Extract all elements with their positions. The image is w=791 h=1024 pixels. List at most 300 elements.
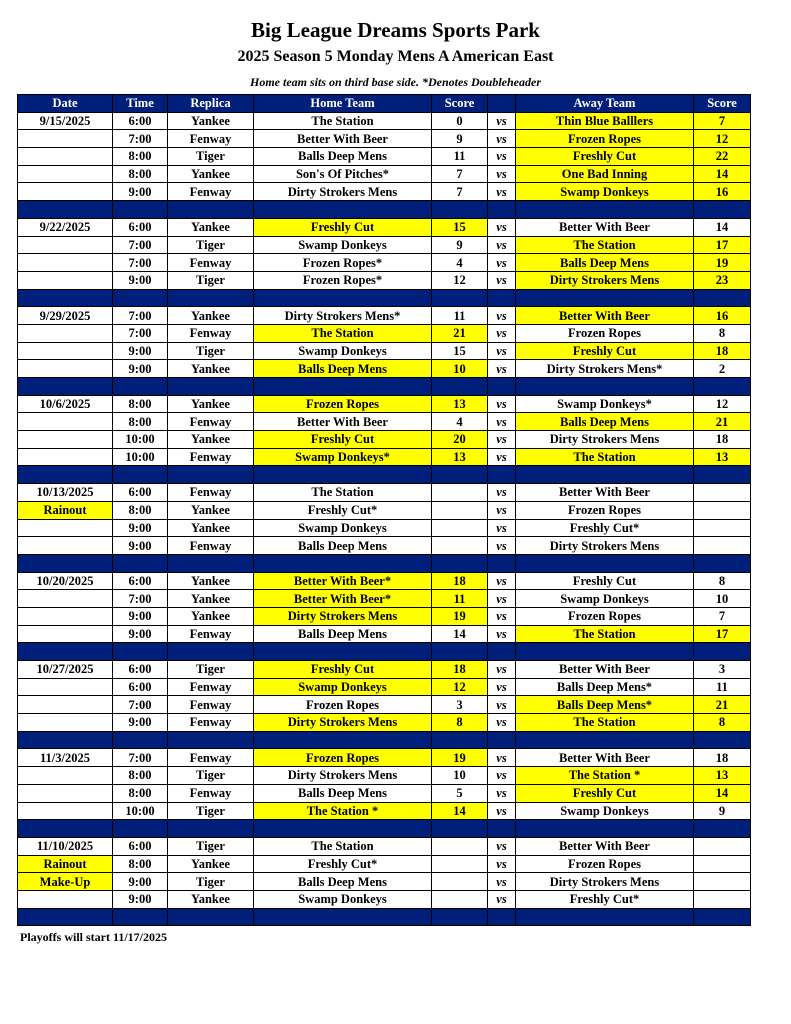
home-team: Swamp Donkeys	[254, 236, 432, 254]
away-team: Freshly Cut	[516, 148, 694, 166]
home-team: Dirty Strokers Mens	[254, 607, 432, 625]
game-replica: Yankee	[168, 165, 254, 183]
game-date: 9/29/2025	[18, 307, 113, 325]
separator-cell	[516, 378, 694, 396]
home-score: 0	[432, 112, 488, 130]
game-row	[18, 607, 751, 625]
away-team: Frozen Ropes	[516, 607, 694, 625]
game-replica: Yankee	[168, 855, 254, 873]
game-row	[18, 112, 751, 130]
separator-cell	[18, 820, 113, 838]
away-score	[694, 890, 751, 908]
separator-cell	[432, 554, 488, 572]
vs-label: vs	[488, 307, 516, 325]
home-score: 7	[432, 183, 488, 201]
away-score: 14	[694, 165, 751, 183]
separator-cell	[168, 554, 254, 572]
away-team: Freshly Cut	[516, 784, 694, 802]
vs-label: vs	[488, 749, 516, 767]
separator-cell	[254, 731, 432, 749]
vs-label: vs	[488, 661, 516, 679]
away-score: 3	[694, 661, 751, 679]
home-score: 20	[432, 431, 488, 449]
home-score: 9	[432, 236, 488, 254]
home-team: Frozen Ropes*	[254, 254, 432, 272]
date-cell-empty	[18, 254, 113, 272]
date-cell-empty	[18, 519, 113, 537]
separator-cell	[488, 378, 516, 396]
game-row	[18, 360, 751, 378]
game-row	[18, 590, 751, 608]
separator-cell	[694, 201, 751, 219]
separator-cell	[516, 820, 694, 838]
game-time: 9:00	[113, 625, 168, 643]
game-replica: Yankee	[168, 519, 254, 537]
game-replica: Fenway	[168, 678, 254, 696]
home-team: Balls Deep Mens	[254, 873, 432, 891]
separator-cell	[516, 643, 694, 661]
home-score: 12	[432, 678, 488, 696]
separator-cell	[694, 554, 751, 572]
away-score: 14	[694, 784, 751, 802]
game-time: 8:00	[113, 413, 168, 431]
schedule-table	[17, 94, 751, 926]
game-replica: Tiger	[168, 802, 254, 820]
away-team: Dirty Strokers Mens	[516, 537, 694, 555]
home-score: 14	[432, 625, 488, 643]
game-replica: Fenway	[168, 696, 254, 714]
game-replica: Yankee	[168, 112, 254, 130]
game-time: 8:00	[113, 855, 168, 873]
week-separator-row	[18, 554, 751, 572]
vs-label: vs	[488, 413, 516, 431]
week-separator-row	[18, 908, 751, 926]
home-team: Swamp Donkeys	[254, 890, 432, 908]
separator-cell	[488, 908, 516, 926]
separator-cell	[694, 289, 751, 307]
vs-label: vs	[488, 537, 516, 555]
date-cell-empty	[18, 360, 113, 378]
game-replica: Yankee	[168, 218, 254, 236]
date-cell-empty	[18, 696, 113, 714]
vs-label: vs	[488, 236, 516, 254]
game-time: 9:00	[113, 360, 168, 378]
vs-label: vs	[488, 625, 516, 643]
home-score	[432, 873, 488, 891]
home-team: Freshly Cut	[254, 431, 432, 449]
game-row	[18, 572, 751, 590]
game-time: 6:00	[113, 661, 168, 679]
home-team: Dirty Strokers Mens	[254, 714, 432, 732]
home-score: 14	[432, 802, 488, 820]
home-team: Swamp Donkeys	[254, 519, 432, 537]
separator-cell	[113, 908, 168, 926]
vs-label: vs	[488, 501, 516, 519]
home-team: Son's Of Pitches*	[254, 165, 432, 183]
home-score: 12	[432, 271, 488, 289]
game-replica: Yankee	[168, 890, 254, 908]
game-row	[18, 271, 751, 289]
game-replica: Fenway	[168, 749, 254, 767]
home-score: 11	[432, 307, 488, 325]
separator-cell	[488, 289, 516, 307]
game-time: 10:00	[113, 448, 168, 466]
home-score: 3	[432, 696, 488, 714]
home-team: Frozen Ropes	[254, 395, 432, 413]
home-score: 19	[432, 749, 488, 767]
separator-cell	[168, 908, 254, 926]
home-score: 10	[432, 767, 488, 785]
vs-label: vs	[488, 148, 516, 166]
date-cell-empty	[18, 431, 113, 449]
game-replica: Yankee	[168, 395, 254, 413]
away-team: Swamp Donkeys	[516, 802, 694, 820]
rainout-note: Rainout	[18, 501, 113, 519]
game-time: 7:00	[113, 324, 168, 342]
vs-label: vs	[488, 696, 516, 714]
week-separator-row	[18, 820, 751, 838]
home-score: 13	[432, 395, 488, 413]
game-replica: Fenway	[168, 254, 254, 272]
vs-label: vs	[488, 855, 516, 873]
separator-cell	[488, 820, 516, 838]
vs-label: vs	[488, 802, 516, 820]
game-replica: Yankee	[168, 360, 254, 378]
away-team: Freshly Cut	[516, 342, 694, 360]
week-separator-row	[18, 643, 751, 661]
week-separator-row	[18, 201, 751, 219]
game-date: 11/10/2025	[18, 837, 113, 855]
home-team: The Station	[254, 484, 432, 502]
away-team: Freshly Cut	[516, 572, 694, 590]
home-score: 15	[432, 342, 488, 360]
away-team: The Station	[516, 625, 694, 643]
game-row	[18, 890, 751, 908]
home-score	[432, 484, 488, 502]
home-team: Balls Deep Mens	[254, 537, 432, 555]
away-score: 21	[694, 696, 751, 714]
away-team: Dirty Strokers Mens	[516, 431, 694, 449]
game-row	[18, 148, 751, 166]
away-score: 12	[694, 395, 751, 413]
separator-cell	[168, 466, 254, 484]
game-replica: Fenway	[168, 784, 254, 802]
date-cell-empty	[18, 890, 113, 908]
away-score: 18	[694, 342, 751, 360]
game-row	[18, 519, 751, 537]
game-time: 6:00	[113, 484, 168, 502]
home-score: 11	[432, 148, 488, 166]
game-time: 9:00	[113, 890, 168, 908]
date-cell-empty	[18, 130, 113, 148]
separator-cell	[168, 201, 254, 219]
away-score: 16	[694, 307, 751, 325]
page-title: Big League Dreams Sports Park	[251, 18, 540, 42]
vs-label: vs	[488, 448, 516, 466]
date-cell-empty	[18, 607, 113, 625]
game-replica: Yankee	[168, 572, 254, 590]
date-cell-empty	[18, 625, 113, 643]
vs-label: vs	[488, 519, 516, 537]
game-time: 10:00	[113, 431, 168, 449]
away-team: Dirty Strokers Mens	[516, 873, 694, 891]
game-time: 7:00	[113, 236, 168, 254]
away-score: 10	[694, 590, 751, 608]
game-time: 8:00	[113, 501, 168, 519]
away-score: 13	[694, 767, 751, 785]
vs-label: vs	[488, 431, 516, 449]
away-team: Swamp Donkeys*	[516, 395, 694, 413]
separator-cell	[113, 820, 168, 838]
game-time: 9:00	[113, 342, 168, 360]
game-row	[18, 236, 751, 254]
game-row	[18, 749, 751, 767]
vs-label: vs	[488, 183, 516, 201]
game-time: 7:00	[113, 254, 168, 272]
separator-cell	[18, 466, 113, 484]
vs-label: vs	[488, 890, 516, 908]
game-row	[18, 873, 751, 891]
home-team: The Station	[254, 837, 432, 855]
date-cell-empty	[18, 165, 113, 183]
game-time: 9:00	[113, 537, 168, 555]
game-time: 6:00	[113, 112, 168, 130]
separator-cell	[254, 554, 432, 572]
separator-cell	[432, 731, 488, 749]
separator-cell	[694, 908, 751, 926]
away-score	[694, 873, 751, 891]
home-score	[432, 501, 488, 519]
away-team: Better With Beer	[516, 837, 694, 855]
away-score: 8	[694, 324, 751, 342]
home-team: Swamp Donkeys	[254, 678, 432, 696]
home-team: Balls Deep Mens	[254, 784, 432, 802]
home-score: 4	[432, 254, 488, 272]
col-header-vs	[488, 95, 516, 113]
game-replica: Tiger	[168, 873, 254, 891]
game-time: 6:00	[113, 572, 168, 590]
date-cell-empty	[18, 767, 113, 785]
separator-cell	[18, 201, 113, 219]
game-time: 9:00	[113, 519, 168, 537]
away-score: 18	[694, 431, 751, 449]
home-score: 13	[432, 448, 488, 466]
week-separator-row	[18, 289, 751, 307]
separator-cell	[432, 820, 488, 838]
away-score: 14	[694, 218, 751, 236]
away-team: The Station	[516, 448, 694, 466]
game-row	[18, 395, 751, 413]
vs-label: vs	[488, 873, 516, 891]
home-team: Better With Beer*	[254, 572, 432, 590]
game-time: 8:00	[113, 165, 168, 183]
vs-label: vs	[488, 784, 516, 802]
date-cell-empty	[18, 413, 113, 431]
date-cell-empty	[18, 342, 113, 360]
game-time: 6:00	[113, 218, 168, 236]
home-team: Better With Beer	[254, 130, 432, 148]
separator-cell	[432, 201, 488, 219]
home-team: Freshly Cut*	[254, 501, 432, 519]
game-replica: Fenway	[168, 324, 254, 342]
game-replica: Fenway	[168, 413, 254, 431]
game-row	[18, 324, 751, 342]
game-replica: Yankee	[168, 501, 254, 519]
home-team: The Station	[254, 324, 432, 342]
week-separator-row	[18, 466, 751, 484]
separator-cell	[254, 466, 432, 484]
game-time: 6:00	[113, 837, 168, 855]
vs-label: vs	[488, 324, 516, 342]
away-team: Frozen Ropes	[516, 324, 694, 342]
home-score	[432, 519, 488, 537]
col-header-away-team: Away Team	[516, 95, 694, 113]
away-team: Swamp Donkeys	[516, 183, 694, 201]
away-score: 8	[694, 572, 751, 590]
vs-label: vs	[488, 165, 516, 183]
game-replica: Yankee	[168, 590, 254, 608]
game-replica: Tiger	[168, 661, 254, 679]
home-team: Freshly Cut	[254, 661, 432, 679]
separator-cell	[113, 378, 168, 396]
away-team: Thin Blue Balllers	[516, 112, 694, 130]
game-row	[18, 165, 751, 183]
away-team: The Station	[516, 714, 694, 732]
game-date: 10/27/2025	[18, 661, 113, 679]
away-team: Frozen Ropes	[516, 855, 694, 873]
separator-cell	[694, 820, 751, 838]
vs-label: vs	[488, 484, 516, 502]
away-team: Better With Beer	[516, 218, 694, 236]
game-row	[18, 183, 751, 201]
game-time: 9:00	[113, 183, 168, 201]
footer-note: Playoffs will start 11/17/2025	[20, 930, 167, 944]
vs-label: vs	[488, 130, 516, 148]
game-time: 7:00	[113, 749, 168, 767]
game-time: 6:00	[113, 678, 168, 696]
away-score	[694, 484, 751, 502]
vs-label: vs	[488, 271, 516, 289]
home-team: Frozen Ropes*	[254, 271, 432, 289]
away-team: Better With Beer	[516, 484, 694, 502]
game-row	[18, 767, 751, 785]
game-replica: Fenway	[168, 537, 254, 555]
game-date: 10/6/2025	[18, 395, 113, 413]
game-date: 10/20/2025	[18, 572, 113, 590]
separator-cell	[488, 643, 516, 661]
game-replica: Yankee	[168, 307, 254, 325]
home-score	[432, 537, 488, 555]
away-team: One Bad Inning	[516, 165, 694, 183]
away-team: The Station *	[516, 767, 694, 785]
away-team: Balls Deep Mens	[516, 254, 694, 272]
home-score: 5	[432, 784, 488, 802]
separator-cell	[432, 466, 488, 484]
away-score	[694, 501, 751, 519]
home-team: Dirty Strokers Mens	[254, 183, 432, 201]
separator-cell	[168, 731, 254, 749]
game-row	[18, 661, 751, 679]
game-replica: Fenway	[168, 183, 254, 201]
separator-cell	[254, 643, 432, 661]
separator-cell	[113, 731, 168, 749]
vs-label: vs	[488, 767, 516, 785]
game-time: 7:00	[113, 590, 168, 608]
game-time: 9:00	[113, 607, 168, 625]
vs-label: vs	[488, 572, 516, 590]
away-score: 7	[694, 112, 751, 130]
game-time: 9:00	[113, 271, 168, 289]
away-score: 16	[694, 183, 751, 201]
vs-label: vs	[488, 837, 516, 855]
separator-cell	[168, 643, 254, 661]
date-cell-empty	[18, 324, 113, 342]
col-header-time: Time	[113, 95, 168, 113]
away-team: Swamp Donkeys	[516, 590, 694, 608]
date-cell-empty	[18, 236, 113, 254]
game-replica: Tiger	[168, 342, 254, 360]
game-row	[18, 625, 751, 643]
game-replica: Fenway	[168, 448, 254, 466]
separator-cell	[694, 731, 751, 749]
away-team: Balls Deep Mens*	[516, 678, 694, 696]
away-team: Frozen Ropes	[516, 130, 694, 148]
game-date: 10/13/2025	[18, 484, 113, 502]
separator-cell	[432, 908, 488, 926]
game-row	[18, 501, 751, 519]
schedule-body	[18, 112, 751, 926]
game-replica: Fenway	[168, 714, 254, 732]
date-cell-empty	[18, 271, 113, 289]
separator-cell	[432, 643, 488, 661]
game-row	[18, 714, 751, 732]
separator-cell	[113, 466, 168, 484]
home-score: 21	[432, 324, 488, 342]
away-team: Balls Deep Mens	[516, 413, 694, 431]
game-row	[18, 254, 751, 272]
away-team: Better With Beer	[516, 661, 694, 679]
game-time: 9:00	[113, 873, 168, 891]
home-score: 18	[432, 661, 488, 679]
home-team: Frozen Ropes	[254, 696, 432, 714]
game-row	[18, 784, 751, 802]
separator-cell	[18, 643, 113, 661]
game-row	[18, 802, 751, 820]
away-team: Balls Deep Mens*	[516, 696, 694, 714]
col-header-away-score: Score	[694, 95, 751, 113]
separator-cell	[254, 378, 432, 396]
game-replica: Tiger	[168, 767, 254, 785]
away-score: 23	[694, 271, 751, 289]
separator-cell	[694, 643, 751, 661]
away-score	[694, 837, 751, 855]
separator-cell	[113, 554, 168, 572]
away-score: 13	[694, 448, 751, 466]
separator-cell	[254, 201, 432, 219]
away-score	[694, 855, 751, 873]
away-team: Freshly Cut*	[516, 519, 694, 537]
col-header-home-score: Score	[432, 95, 488, 113]
separator-cell	[113, 201, 168, 219]
home-team: Swamp Donkeys*	[254, 448, 432, 466]
home-team: Balls Deep Mens	[254, 148, 432, 166]
home-score	[432, 855, 488, 873]
separator-cell	[488, 731, 516, 749]
rainout-note: Make-Up	[18, 873, 113, 891]
separator-cell	[694, 466, 751, 484]
away-score: 8	[694, 714, 751, 732]
away-score: 17	[694, 625, 751, 643]
